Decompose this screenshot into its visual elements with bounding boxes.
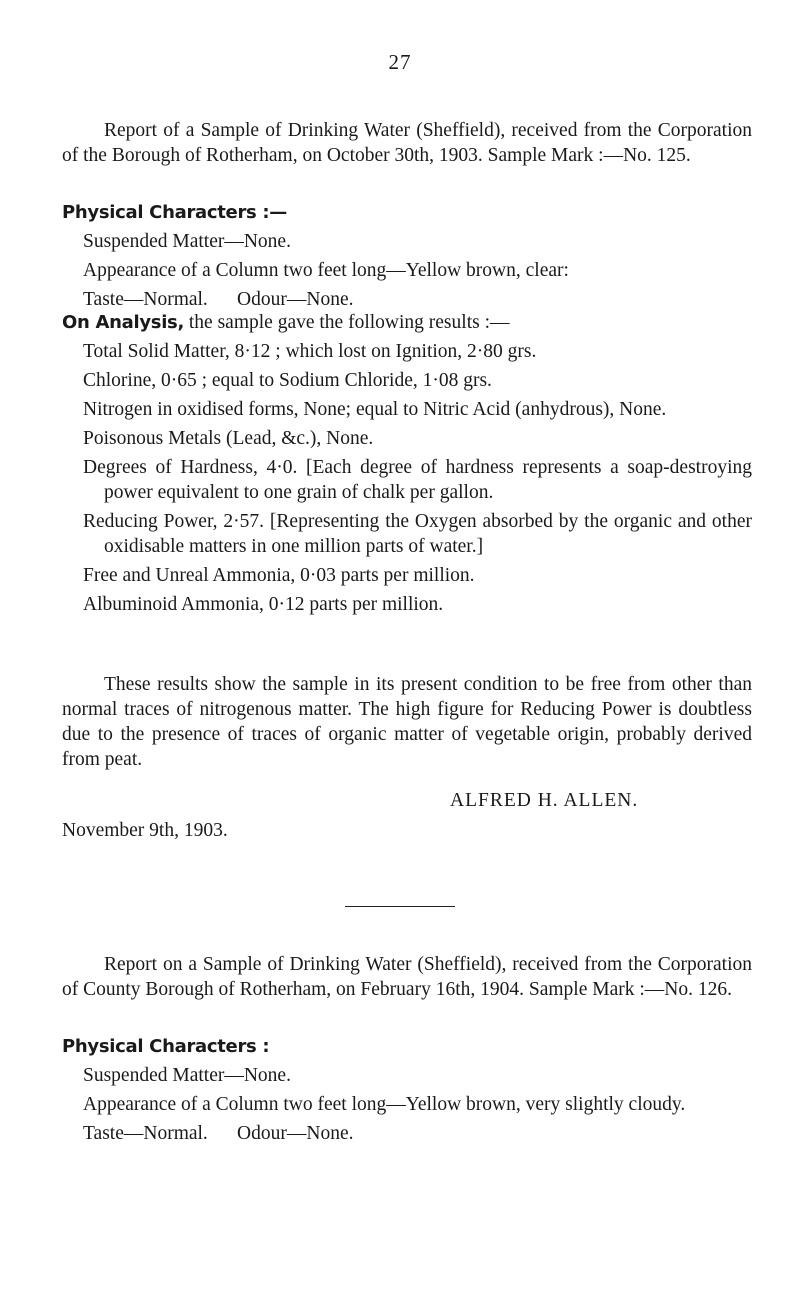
analysis-item: Free and Unreal Ammonia, 0·03 parts per million. xyxy=(83,565,475,586)
report-1-conclusion-text: These results show the sample in its present condition to be free from other than normal traces of nitrogenous matter. The high figure for Reducing Power is doubtless due to the presence of traces of organic matter of vegetable origin, probably derived from peat. xyxy=(62,674,752,770)
analysis-heading-rest: the sample gave the following results :— xyxy=(184,312,510,333)
report-1-analysis-section xyxy=(62,310,752,617)
report-1-physical-section xyxy=(62,200,752,312)
section-divider xyxy=(345,906,455,907)
report-1-analysis-heading xyxy=(62,310,752,335)
report-1-physical-line: Appearance of a Column two feet long—Yellow brown, clear: xyxy=(83,260,569,281)
report-1-physical-line: Taste—Normal. Odour—None. xyxy=(83,289,354,310)
report-2-physical-heading: Physical Characters : xyxy=(62,1036,270,1057)
report-1-conclusion xyxy=(62,672,752,772)
page-number: 27 xyxy=(388,50,412,74)
analysis-item: Chlorine, 0·65 ; equal to Sodium Chloride, 1·08 grs. xyxy=(83,370,492,391)
analysis-item: Albuminoid Ammonia, 0·12 parts per million. xyxy=(83,594,444,615)
analysis-item: Total Solid Matter, 8·12 ; which lost on Ignition, 2·80 grs. xyxy=(83,341,537,362)
report-date: November 9th, 1903. xyxy=(62,820,228,841)
analysis-item: Poisonous Metals (Lead, &c.), None. xyxy=(83,428,374,449)
report-1-intro-text: Report of a Sample of Drinking Water (Sheffield), received from the Corporation of the Borough of Rotherham, on October 30th, 1903. Sample Mark :—No. 125. xyxy=(62,120,752,166)
report-1-physical-heading: Physical Characters :— xyxy=(62,202,288,223)
report-2-physical-line: Taste—Normal. Odour—None. xyxy=(83,1123,354,1144)
report-2-physical-line: Appearance of a Column two feet long—Yellow brown, very slightly cloudy. xyxy=(83,1094,686,1115)
analysis-heading-bold: On Analysis, xyxy=(62,312,185,333)
analysis-item: Degrees of Hardness, 4·0. [Each degree of hardness represents a soap-destroying power equivalent to one grain of chalk per gallon. xyxy=(83,457,752,503)
report-2-physical-section xyxy=(62,1034,752,1146)
analysis-item: Nitrogen in oxidised forms, None; equal to Nitric Acid (anhydrous), None. xyxy=(83,399,667,420)
report-2-intro-text: Report on a Sample of Drinking Water (Sheffield), received from the Corporation of County Borough of Rotherham, on February 16th, 1904. Sample Mark :—No. 126. xyxy=(62,954,752,1000)
report-1-physical-line: Suspended Matter—None. xyxy=(83,231,291,252)
analysis-item: Reducing Power, 2·57. [Representing the Oxygen absorbed by the organic and other oxidisable matters in one million parts of water.] xyxy=(83,511,752,557)
signature: ALFRED H. ALLEN. xyxy=(450,790,639,811)
report-1-intro xyxy=(62,118,752,168)
report-2-intro xyxy=(62,952,752,1002)
report-2-physical-line: Suspended Matter—None. xyxy=(83,1065,291,1086)
